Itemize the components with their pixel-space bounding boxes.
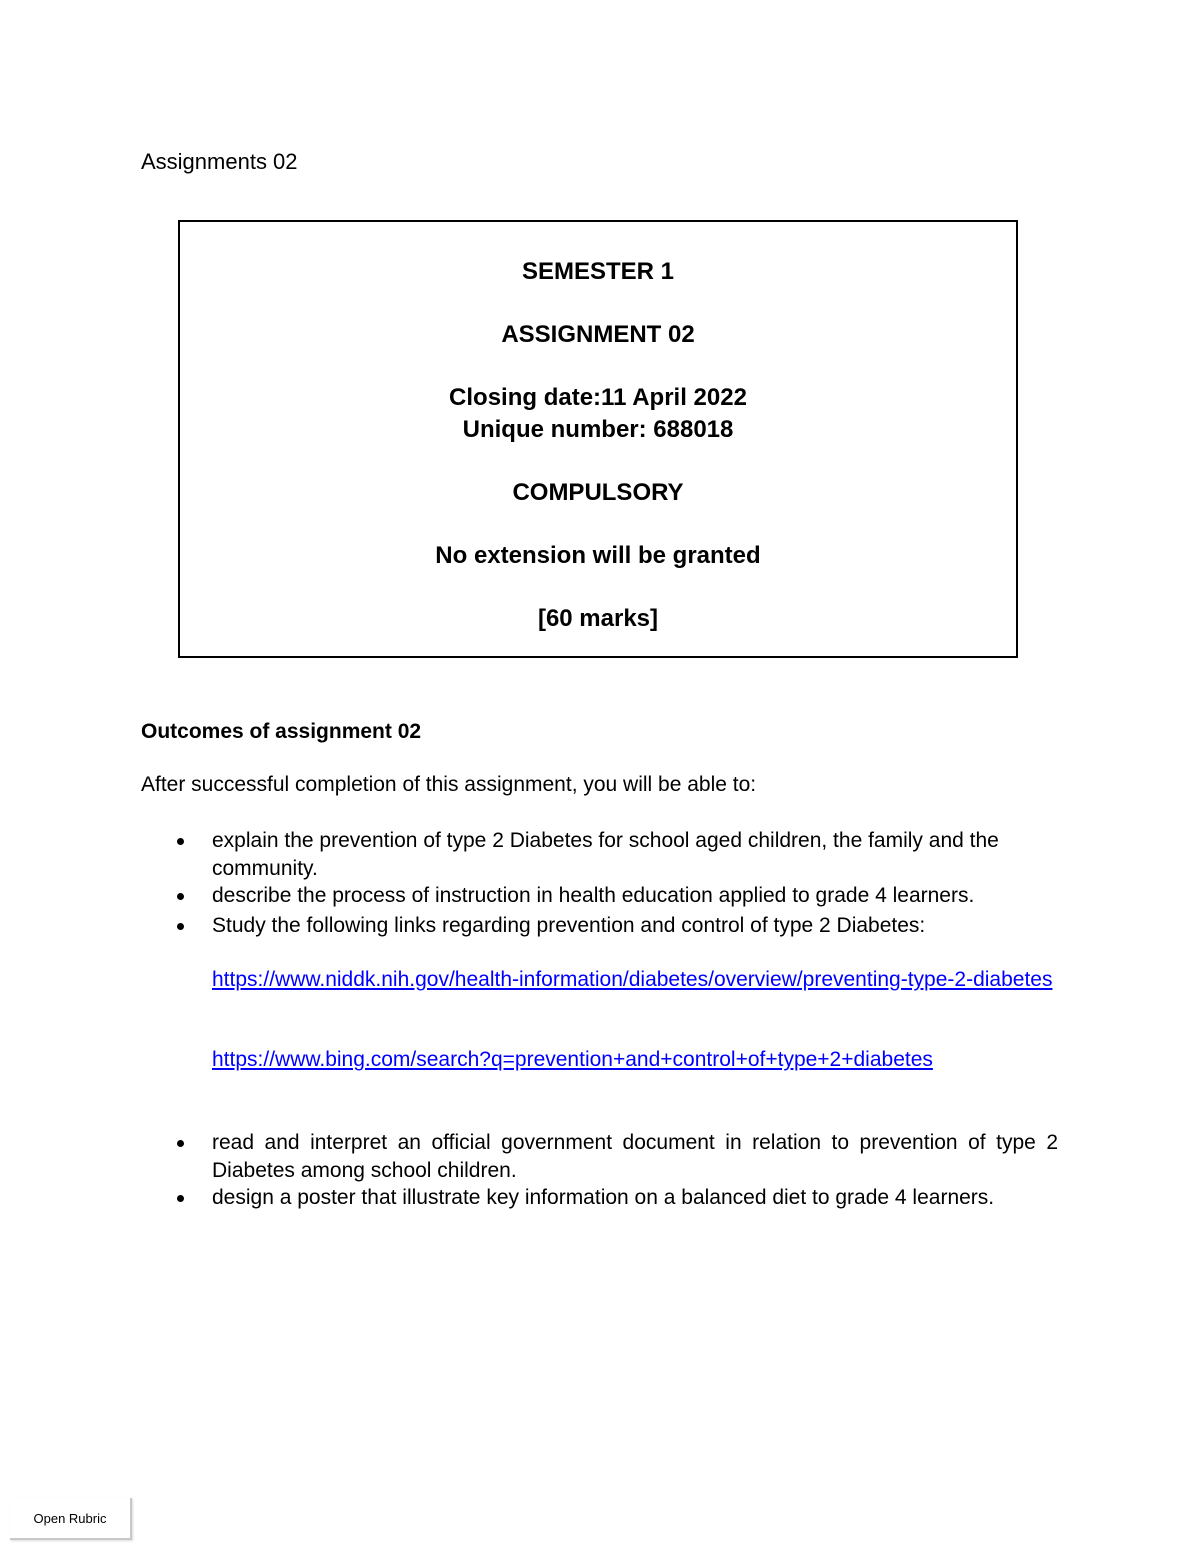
extension-notice: No extension will be granted [435,542,761,569]
compulsory-label: COMPULSORY [512,479,684,506]
marks-label: [60 marks] [537,605,659,632]
list-item [212,1184,1058,1212]
outcomes-intro: After successful completion of this assignment, you will be able to: [141,773,757,796]
open-rubric-button[interactable]: Open Rubric [10,1498,132,1540]
bullet-icon [177,838,184,845]
bullet-icon [177,1195,184,1202]
assignment-label: ASSIGNMENT 02 [501,321,695,348]
bullet-icon [177,923,184,930]
list-item [212,912,1058,940]
list-item-text: explain the prevention of type 2 Diabetes for school aged children, the family and the community. [212,829,999,880]
niddk-link[interactable]: https://www.niddk.nih.gov/health-information/diabetes/overview/preventing-type-2-diabetes [212,968,1053,991]
bing-link[interactable]: https://www.bing.com/search?q=prevention+and+control+of+type+2+diabetes [212,1048,933,1071]
list-item [212,827,1058,883]
list-item-text: read and interpret an official government document in relation to prevention of type 2 Diabetes among school children. [212,1131,1058,1182]
unique-number: Unique number: 688018 [462,416,734,443]
outcomes-heading: Outcomes of assignment 02 [141,720,422,743]
closing-date: Closing date:11 April 2022 [449,384,747,411]
page-header: Assignments 02 [141,149,298,174]
semester-label: SEMESTER 1 [521,258,675,285]
list-item-text: Study the following links regarding prevention and control of type 2 Diabetes: [212,914,926,937]
bullet-icon [177,1140,184,1147]
list-item [212,1129,1058,1185]
list-item [212,882,1058,910]
list-item-text: describe the process of instruction in health education applied to grade 4 learners. [212,884,975,907]
list-item-text: design a poster that illustrate key information on a balanced diet to grade 4 learners. [212,1186,995,1209]
assignment-cover-box [178,220,1018,658]
bullet-icon [177,893,184,900]
